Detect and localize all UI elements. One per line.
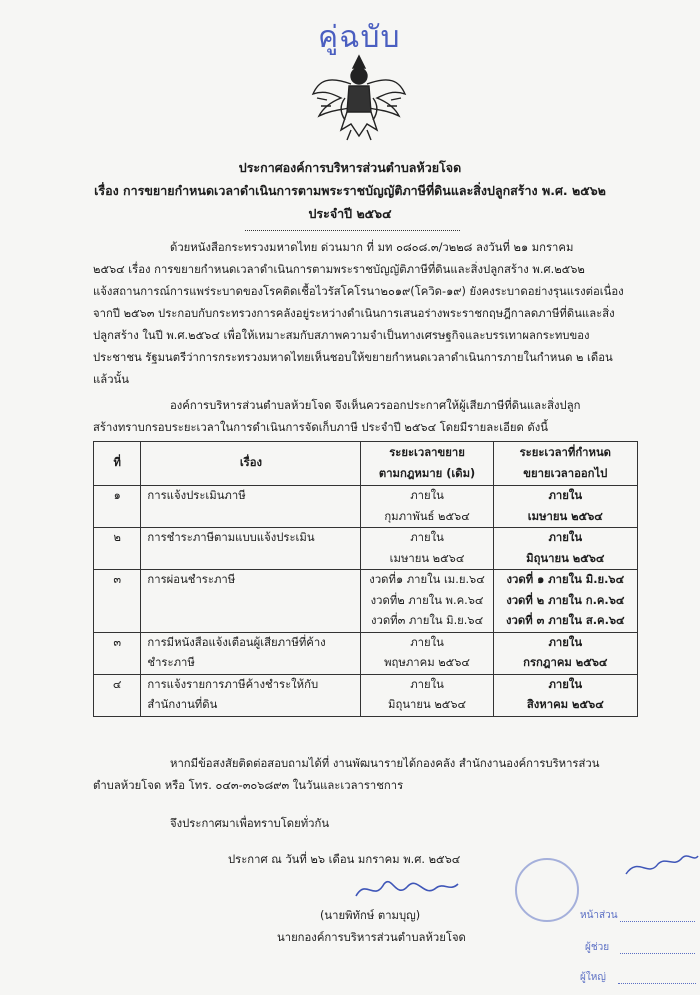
paragraph-1-line: แล้วนั้น bbox=[93, 373, 129, 386]
row-no: ๓ bbox=[94, 632, 141, 674]
row-new-period: ภายใน เมษายน ๒๕๖๔ bbox=[493, 486, 637, 528]
contact-paragraph-line: ตำบลห้วยโจด หรือ โทร. ๐๔๓-๓๐๖๘๙๓ ในวันและเวลาราชการ bbox=[93, 779, 404, 792]
contact-paragraph-line: หากมีข้อสงสัยติดต่อสอบถามได้ที่ งานพัฒนารายได้กองคลัง สำนักงานองค์การบริหารส่วน bbox=[170, 757, 600, 770]
signer-title: นายกองค์การบริหารส่วนตำบลห้วยโจด bbox=[277, 931, 466, 944]
copy-stamp: คู่ฉบับ bbox=[318, 20, 401, 55]
paragraph-1-line: ประชาชน รัฐมนตรีว่าการกระทรวงมหาดไทยเห็นชอบให้ขยายกำหนดเวลาดำเนินการภายในกำหนด ๒ เดือน bbox=[93, 351, 613, 364]
row-no: ๓ bbox=[94, 570, 141, 633]
row-subject: การแจ้งประเมินภาษี bbox=[141, 486, 361, 528]
announce-date: ประกาศ ณ วันที่ ๒๖ เดือน มกราคม พ.ศ. ๒๕๖๔ bbox=[228, 853, 461, 866]
table-header-row bbox=[94, 442, 638, 486]
row-no: ๔ bbox=[94, 674, 141, 716]
row-old-period: ภายใน พฤษภาคม ๒๕๖๔ bbox=[361, 632, 493, 674]
header-old-period: ระยะเวลาขยาย ตามกฎหมาย (เดิม) bbox=[361, 442, 493, 486]
header-no: ที่ bbox=[94, 442, 141, 486]
paragraph-1-line: ด้วยหนังสือกระทรวงมหาดไทย ด่วนมาก ที่ มท ๐๘๐๘.๓/ว๒๒๘ ลงวันที่ ๒๑ มกราคม bbox=[170, 241, 574, 254]
row-subject: การแจ้งรายการภาษีค้างชำระให้กับ สำนักงานที่ดิน bbox=[141, 674, 361, 716]
announcement-heading: ประกาศองค์การบริหารส่วนตำบลห้วยโจด bbox=[238, 160, 462, 175]
table-row bbox=[94, 570, 638, 633]
table-row bbox=[94, 632, 638, 674]
tax-schedule-table bbox=[93, 441, 638, 717]
row-new-period: ภายใน มิถุนายน ๒๕๖๔ bbox=[493, 528, 637, 570]
garuda-emblem bbox=[311, 50, 407, 142]
table-row bbox=[94, 486, 638, 528]
margin-note-line bbox=[620, 952, 695, 954]
table-row bbox=[94, 674, 638, 716]
closing-line: จึงประกาศมาเพื่อทราบโดยทั่วกัน bbox=[170, 817, 330, 830]
row-old-period: ภายใน มิถุนายน ๒๕๖๔ bbox=[361, 674, 493, 716]
paragraph-1-line: ปลูกสร้าง ในปี พ.ศ.๒๕๖๔ เพื่อให้เหมาะสมกับสภาพความจำเป็นทางเศรษฐกิจและบรรเทาผลกระทบของ bbox=[93, 329, 590, 342]
year-line: ประจำปี ๒๕๖๔ bbox=[308, 206, 392, 221]
pen-mark bbox=[620, 848, 700, 888]
header-subject: เรื่อง bbox=[141, 442, 361, 486]
row-new-period: งวดที่ ๑ ภายใน มิ.ย.๖๔ งวดที่ ๒ ภายใน ก.ค.๖๔ งวดที่ ๓ ภายใน ส.ค.๖๔ bbox=[493, 570, 637, 633]
row-no: ๒ bbox=[94, 528, 141, 570]
row-old-period: งวดที่๑ ภายใน เม.ย.๖๔ งวดที่๒ ภายใน พ.ค.๖๔ งวดที่๓ ภายใน มิ.ย.๖๔ bbox=[361, 570, 493, 633]
row-subject: การชำระภาษีตามแบบแจ้งประเมิน bbox=[141, 528, 361, 570]
margin-note-line bbox=[620, 920, 695, 922]
row-old-period: ภายใน เมษายน ๒๕๖๔ bbox=[361, 528, 493, 570]
paragraph-1-line: จากปี ๒๕๖๓ ประกอบกับกระทรวงการคลังอยู่ระหว่างดำเนินการเสนอร่างพระราชกฤษฎีกาลดภาษีที่ดินและสิ่ง bbox=[93, 307, 615, 320]
subject-line: เรื่อง การขยายกำหนดเวลาดำเนินการตามพระราชบัญญัติภาษีที่ดินและสิ่งปลูกสร้าง พ.ศ. ๒๕๖๒ bbox=[94, 183, 606, 198]
paragraph-2-line: สร้างทราบกรอบระยะเวลาในการดำเนินการจัดเก็บภาษี ประจำปี ๒๕๖๔ โดยมีรายละเอียด ดังนี้ bbox=[93, 421, 548, 434]
official-seal bbox=[515, 858, 579, 922]
margin-note: หน้าส่วน bbox=[580, 910, 618, 921]
margin-note: ผู้ช่วย bbox=[585, 942, 610, 953]
paragraph-1-line: แจ้งสถานการณ์การแพร่ระบาดของโรคติดเชื้อไวรัสโคโรนา๒๐๑๙(โควิด-๑๙) ยังคงระบาดอย่างรุนแรงต่อเนื่อง bbox=[93, 285, 624, 298]
row-new-period: ภายใน กรกฎาคม ๒๕๖๔ bbox=[493, 632, 637, 674]
separator-dots bbox=[245, 228, 460, 231]
row-old-period: ภายใน กุมภาพันธ์ ๒๕๖๔ bbox=[361, 486, 493, 528]
table-row bbox=[94, 528, 638, 570]
header-new-period: ระยะเวลาที่กำหนด ขยายเวลาออกไป bbox=[493, 442, 637, 486]
paragraph-2-line: องค์การบริหารส่วนตำบลห้วยโจด จึงเห็นควรออกประกาศให้ผู้เสียภาษีที่ดินและสิ่งปลูก bbox=[170, 399, 581, 412]
row-new-period: ภายใน สิงหาคม ๒๕๖๔ bbox=[493, 674, 637, 716]
signer-name: (นายพิทักษ์ ตามบุญ) bbox=[320, 909, 421, 922]
row-subject: การมีหนังสือแจ้งเตือนผู้เสียภาษีที่ค้าง ชำระภาษี bbox=[141, 632, 361, 674]
margin-note-line bbox=[618, 982, 696, 984]
row-subject: การผ่อนชำระภาษี bbox=[141, 570, 361, 633]
row-no: ๑ bbox=[94, 486, 141, 528]
margin-note: ผู้ใหญ่ bbox=[580, 972, 606, 983]
paragraph-1-line: ๒๕๖๔ เรื่อง การขยายกำหนดเวลาดำเนินการตามพระราชบัญญัติภาษีที่ดินและสิ่งปลูกสร้าง พ.ศ.๒๕๖๒ bbox=[93, 263, 585, 276]
signature-scribble bbox=[352, 872, 462, 906]
